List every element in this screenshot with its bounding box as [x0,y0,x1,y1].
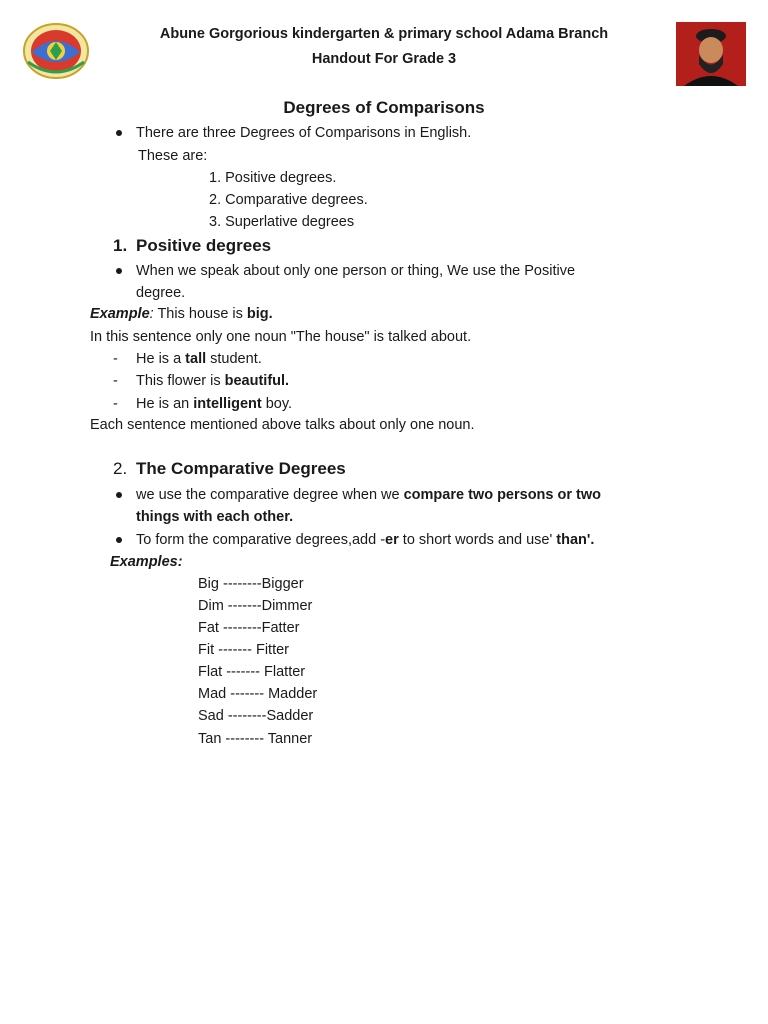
bullet-bold: than'. [556,532,595,548]
example-text: This house is [153,306,247,322]
dash-item-bold: intelligent [193,396,262,412]
page-title: Degrees of Comparisons [283,98,485,117]
dash-item-text: He is a [136,351,186,367]
dash-item-bold: tall [185,351,207,367]
example-pair: Fat --------Fatter [198,620,300,636]
dash-item-text: He is an [136,396,194,412]
dash-marker: - [113,396,118,412]
bullet-icon [116,268,122,274]
section-number: 1. [113,236,128,255]
positive-bullet-line1: When we speak about only one person or thing, We use the Positive [136,263,576,279]
bullet-text: To form the comparative degrees,add - [136,532,386,548]
dash-item-text: boy. [261,396,293,412]
intro-item: 1. Positive degrees. [209,170,337,186]
school-name: Abune Gorgorious kindergarten & primary school Adama Branch [159,26,609,42]
positive-example [90,305,273,323]
bullet-icon [116,492,122,498]
examples-label: Examples: [110,554,183,570]
dash-item [136,372,289,390]
intro-bullet: There are three Degrees of Comparisons in English. [136,125,472,141]
these-are-label: These are: [138,148,208,164]
example-label: Example [90,306,150,322]
handout-title: Handout For Grade 3 [311,51,457,67]
example-pair: Flat ------- Flatter [198,664,306,680]
comparative-bullet-1-line2: things with each other. [136,509,294,525]
dash-item-text: This flower is [136,373,225,389]
intro-item: 3. Superlative degrees [209,214,355,230]
comparative-bullet-2 [136,531,594,549]
positive-explanation: In this sentence only one noun "The house" is talked about. [90,329,472,345]
dash-item-bold: beautiful. [224,373,290,389]
bullet-icon [116,537,122,543]
example-word: big. [246,306,273,322]
bullet-text: we use the comparative degree when we [136,487,404,503]
example-pair: Tan -------- Tanner [198,731,313,747]
section-heading-positive: Positive degrees [136,236,272,255]
dash-marker: - [113,373,118,389]
example-pair: Mad ------- Madder [198,686,318,702]
bullet-icon [116,130,122,136]
bullet-bold: er [385,532,399,548]
dash-item [136,395,292,413]
dash-item-text: student. [206,351,262,367]
section-number: 2. [113,459,128,478]
example-pair: Fit ------- Fitter [198,642,289,658]
example-pair: Sad --------Sadder [198,708,314,724]
intro-item: 2. Comparative degrees. [209,192,368,208]
comparative-bullet-1 [136,486,601,504]
positive-bullet-line2: degree. [136,285,186,301]
dash-marker: - [113,351,118,367]
example-colon: : [149,306,154,322]
dash-item [136,350,262,368]
section-heading-comparative: The Comparative Degrees [136,459,346,478]
example-pair: Dim -------Dimmer [198,598,313,614]
bullet-text: to short words and use' [398,532,557,548]
bullet-bold: compare two persons or two [403,487,602,503]
example-pair: Big --------Bigger [198,576,304,592]
positive-summary: Each sentence mentioned above talks about only one noun. [90,417,475,433]
